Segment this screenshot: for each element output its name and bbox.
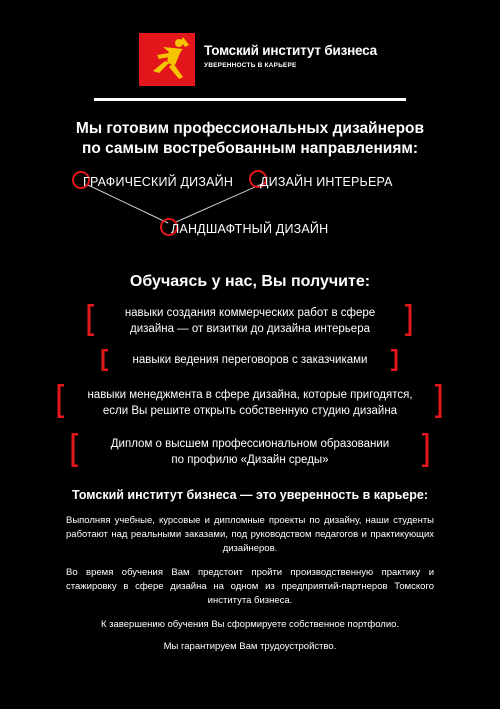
bracket-left-icon [71,433,79,467]
closing-paragraph: Во время обучения Вам предстоит пройти производственную практику и стажировку в сфере дизайна на одном из предприятий-партнеров Томского института бизнеса. [66,567,434,606]
benefit-item [64,387,436,419]
benefit-item [109,352,391,368]
benefit-line: если Вы решите открыть собственную студию дизайна [102,405,398,417]
benefit-line: навыки ведения переговоров с заказчиками [132,354,368,366]
bracket-left-icon [101,349,109,371]
benefits-heading: Обучаясь у нас, Вы получите: [129,273,371,290]
benefit-line: Диплом о высшем профессиональном образовании [110,438,390,450]
benefit-line: навыки создания коммерческих работ в сфере [124,307,376,319]
logo-title: Томский институт бизнеса [204,43,377,58]
logo-subtitle: УВЕРЕННОСТЬ В КАРЬЕРЕ [204,62,297,69]
closing-paragraph: Мы гарантируем Вам трудоустройство. [163,641,337,652]
closing-heading: Томский институт бизнеса — это уверенность в карьере: [71,488,429,502]
direction-landscape: ЛАНДШАФТНЫЙ ДИЗАЙН [171,222,329,236]
benefit-item [95,305,405,337]
bracket-left-icon [87,304,95,336]
benefit-line: навыки менеджмента в сфере дизайна, которые пригодятся, [87,389,413,401]
intro-line-2: по самым востребованным направлениям: [81,140,419,157]
intro-line-1: Мы готовим профессиональных дизайнеров [75,120,425,137]
direction-graphic: ГРАФИЧЕСКИЙ ДИЗАЙН [83,175,234,189]
direction-interior: ДИЗАЙН ИНТЕРЬЕРА [260,175,393,189]
bracket-right-icon [421,433,429,467]
benefit-item [79,436,421,468]
bracket-right-icon [404,304,412,336]
benefit-line: по профилю «Дизайн среды» [171,454,329,466]
closing-paragraph: Выполняя учебные, курсовые и дипломные проекты по дизайну, наши студенты работают над реальными заказами, под руководством педагогов и практикующих дизайнеров. [66,515,434,554]
bracket-right-icon [390,349,398,371]
benefit-line: дизайна — от визитки до дизайна интерьера [130,323,370,335]
closing-paragraph: К завершению обучения Вы сформируете собственное портфолио. [100,619,400,630]
bracket-right-icon [434,384,442,418]
